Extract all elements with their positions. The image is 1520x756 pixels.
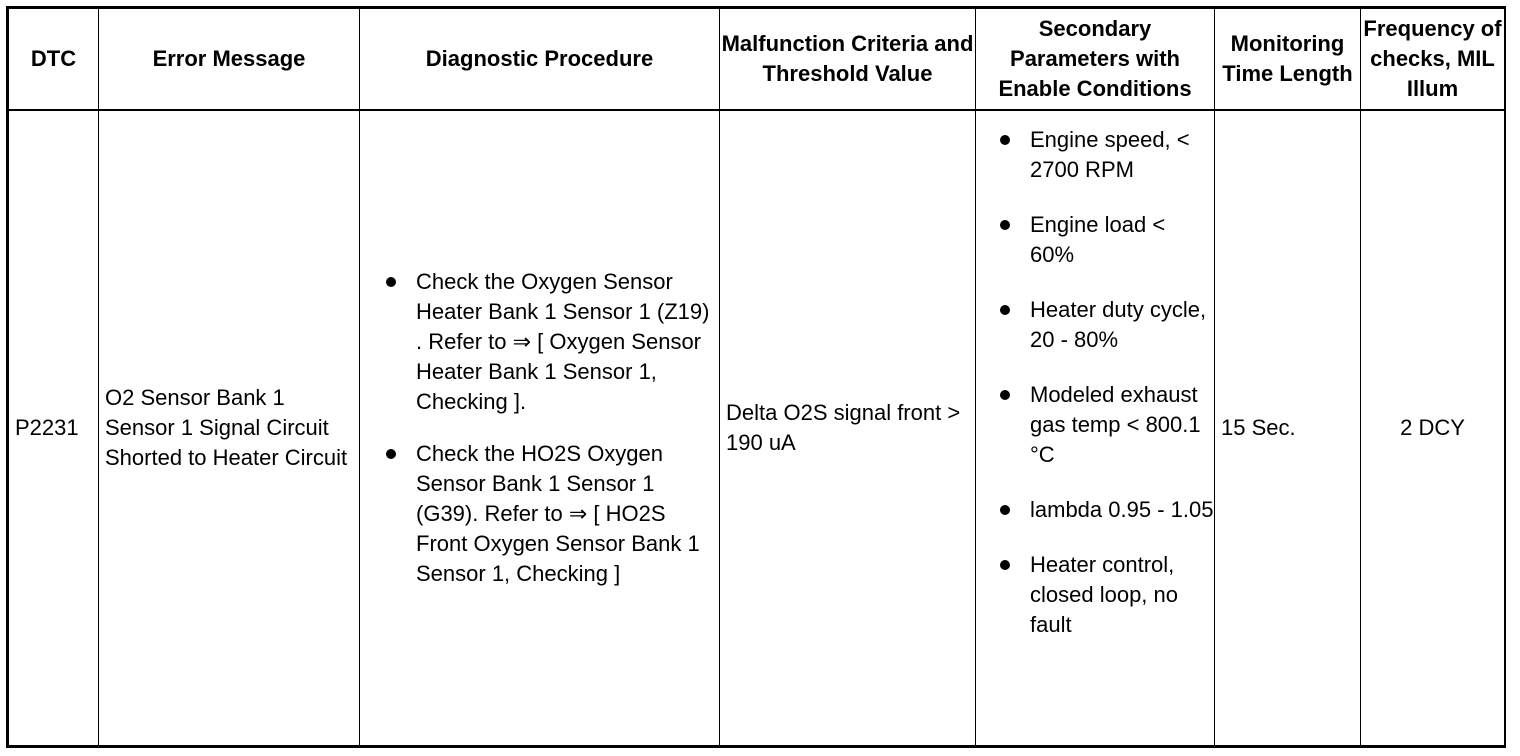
parameter-item xyxy=(976,125,1214,185)
dtc-table xyxy=(8,8,1505,746)
cell-malfunction-criteria: Delta O2S signal front > 190 uA xyxy=(720,110,976,746)
secondary-parameters-list xyxy=(976,119,1214,646)
cell-secondary-parameters xyxy=(976,110,1215,746)
parameter-item-text: Heater control, closed loop, no fault xyxy=(1030,552,1178,637)
cell-dtc: P2231 xyxy=(9,110,99,746)
header-malfunction-criteria: Malfunction Criteria and Threshold Value xyxy=(720,9,976,111)
cell-diagnostic-procedure xyxy=(360,110,720,746)
header-dtc: DTC xyxy=(9,9,99,111)
cell-monitoring-time: 15 Sec. xyxy=(1215,110,1361,746)
parameter-item-text: Engine load < 60% xyxy=(1030,212,1166,267)
bullet-icon xyxy=(1000,560,1010,570)
procedure-item-text: Check the Oxygen Sensor Heater Bank 1 Sensor 1 (Z19) . Refer to ⇒ [ Oxygen Sensor Heater Bank 1 Sensor 1, Checking ]. xyxy=(416,269,710,414)
parameter-item xyxy=(976,295,1214,355)
table-row xyxy=(9,110,1505,746)
parameter-item-text: lambda 0.95 - 1.05 xyxy=(1030,497,1214,522)
header-error-message: Error Message xyxy=(99,9,360,111)
bullet-icon xyxy=(1000,505,1010,515)
parameter-item xyxy=(976,380,1214,470)
header-monitoring-time: Monitoring Time Length xyxy=(1215,9,1361,111)
header-frequency: Frequency of checks, MIL Illum xyxy=(1361,9,1505,111)
parameter-item-text: Engine speed, < 2700 RPM xyxy=(1030,127,1190,182)
bullet-icon xyxy=(1000,135,1010,145)
header-row xyxy=(9,9,1505,111)
header-diagnostic-procedure: Diagnostic Procedure xyxy=(360,9,720,111)
bullet-icon xyxy=(1000,220,1010,230)
bullet-icon xyxy=(1000,390,1010,400)
parameter-item xyxy=(976,495,1214,525)
parameter-item xyxy=(976,550,1214,640)
parameter-item-text: Modeled exhaust gas temp < 800.1 °C xyxy=(1030,382,1201,467)
procedure-list xyxy=(360,267,719,589)
procedure-item xyxy=(360,439,715,589)
procedure-item-text: Check the HO2S Oxygen Sensor Bank 1 Sensor 1 (G39). Refer to ⇒ [ HO2S Front Oxygen Sensor Bank 1 Sensor 1, Checking ] xyxy=(416,441,700,586)
parameter-item xyxy=(976,210,1214,270)
bullet-icon xyxy=(386,449,396,459)
header-secondary-parameters: Secondary Parameters with Enable Conditions xyxy=(976,9,1215,111)
cell-error-message: O2 Sensor Bank 1 Sensor 1 Signal Circuit Shorted to Heater Circuit xyxy=(99,110,360,746)
bullet-icon xyxy=(386,277,396,287)
parameter-item-text: Heater duty cycle, 20 - 80% xyxy=(1030,297,1207,352)
cell-frequency: 2 DCY xyxy=(1361,110,1505,746)
bullet-icon xyxy=(1000,305,1010,315)
procedure-item xyxy=(360,267,715,417)
dtc-table-frame xyxy=(6,6,1506,748)
